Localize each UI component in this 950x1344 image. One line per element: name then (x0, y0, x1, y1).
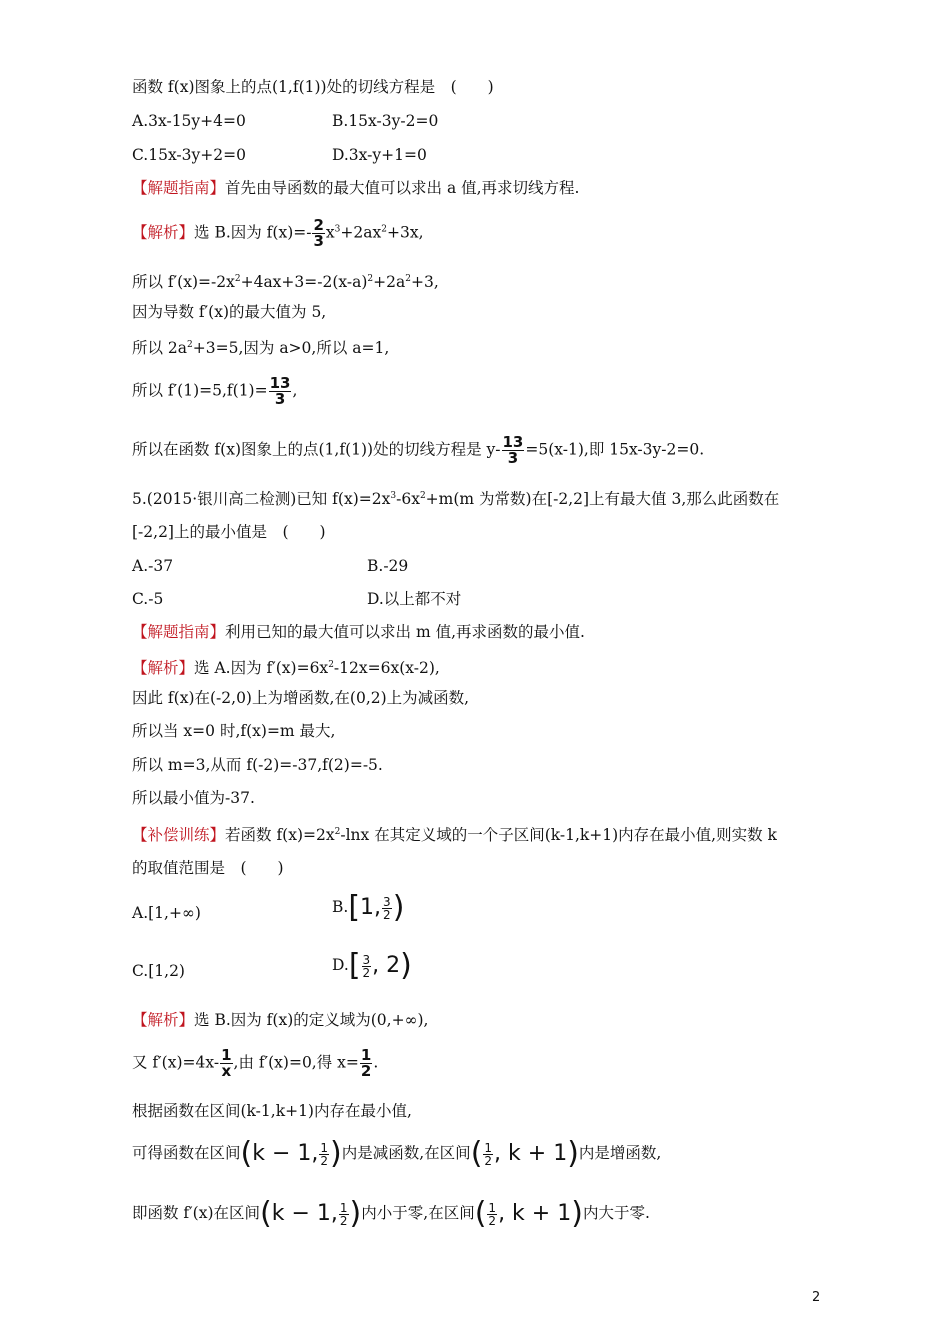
text: 所以 2a (132, 339, 188, 357)
superscript: 2 (381, 224, 387, 235)
text: 所以 f′(1)=5,f(1)= (132, 381, 268, 400)
q5-solution-line-4: 所以 m=3,从而 f(-2)=-37,f(2)=-5. (132, 756, 383, 774)
q4-option-c: C.15x-3y+2=0 (132, 146, 246, 164)
denominator: 2 (488, 1213, 497, 1228)
text: 又 f′(x)=4x- (132, 1053, 220, 1072)
paren: ( (240, 1136, 253, 1171)
paren: ) (330, 1136, 342, 1171)
numerator: 1 (221, 1046, 232, 1064)
extra-solution-line-4 (132, 1136, 662, 1171)
numerator: 1 (488, 1200, 497, 1215)
text: , k + 1 (498, 1201, 572, 1226)
extra-stem-line-2: 的取值范围是 ( ) (132, 859, 284, 877)
text: 内大于零. (582, 1204, 650, 1222)
q4-guide (132, 178, 579, 198)
text: 选 B.因为 f(x)=- (194, 223, 312, 242)
text: +3x, (386, 223, 424, 242)
extra-solution-line-5 (132, 1196, 650, 1231)
text: -lnx 在其定义域的一个子区间(k-1,k+1)内存在最小值,则实数 k (340, 826, 777, 844)
bracket: [ (348, 948, 361, 983)
text: +2ax (340, 223, 382, 242)
solution-tag: 【解析】 (132, 223, 195, 242)
text: 可得函数在区间 (132, 1144, 241, 1162)
q5-option-c: C.-5 (132, 590, 164, 608)
denominator: 2 (339, 1213, 348, 1228)
extra-option-a: A.[1,+∞) (132, 904, 201, 922)
superscript: 2 (405, 274, 411, 284)
text: , (292, 381, 298, 400)
text: +2a (373, 273, 406, 291)
text: 内小于零,在区间 (361, 1204, 475, 1222)
text: 内是增函数, (578, 1144, 662, 1162)
superscript: 3 (390, 491, 397, 501)
extra-solution-line-3: 根据函数在区间(k-1,k+1)内存在最小值, (132, 1102, 412, 1120)
q5-solution-line-2: 因此 f(x)在(-2,0)上为增函数,在(0,2)上为减函数, (132, 689, 470, 707)
paren: ( (470, 1136, 483, 1171)
extra-solution-line-1 (132, 1010, 428, 1030)
text: 所以在函数 f(x)图象上的点(1,f(1))处的切线方程是 y- (132, 440, 501, 459)
denominator: 2 (484, 1153, 493, 1168)
q4-solution-line-1 (132, 218, 424, 249)
q5-solution-line-5: 所以最小值为-37. (132, 789, 255, 807)
paren: ( (474, 1196, 487, 1231)
fraction (269, 376, 292, 407)
q5-solution-line-3: 所以当 x=0 时,f(x)=m 最大, (132, 722, 336, 740)
q4-solution-line-2 (132, 269, 439, 292)
extra-tag: 【补偿训练】 (132, 826, 226, 844)
fraction (319, 1142, 329, 1167)
superscript: 2 (419, 491, 426, 501)
numerator: 1 (484, 1140, 493, 1155)
denominator: 3 (313, 232, 324, 250)
text: =5(x-1),即 15x-3y-2=0. (525, 440, 705, 459)
bracket: ) (392, 890, 405, 925)
fraction (312, 218, 324, 249)
text: +3, (410, 273, 439, 291)
fraction (483, 1142, 493, 1167)
text: 若函数 f(x)=2x (225, 826, 335, 844)
q4-solution-line-3: 因为导数 f′(x)的最大值为 5, (132, 303, 327, 321)
numerator: 1 (320, 1140, 329, 1155)
q5-option-b: B.-29 (367, 557, 409, 575)
numerator: 13 (269, 374, 291, 392)
denominator: 3 (507, 449, 519, 467)
text: 内是减函数,在区间 (341, 1144, 471, 1162)
text: +4ax+3=-2(x-a) (240, 273, 368, 291)
extra-option-c: C.[1,2) (132, 962, 185, 980)
numerator: 1 (360, 1046, 372, 1064)
denominator: 3 (274, 390, 286, 408)
superscript: 2 (187, 340, 193, 350)
q4-option-d: D.3x-y+1=0 (332, 146, 427, 164)
guide-text: 利用已知的最大值可以求出 m 值,再求函数的最小值. (225, 623, 585, 641)
fraction (382, 896, 392, 921)
text: -6x (396, 490, 420, 508)
denominator: 2 (383, 907, 391, 922)
q4-solution-line-5 (132, 376, 297, 407)
fraction (220, 1048, 232, 1079)
numerator: 1 (339, 1200, 348, 1215)
q4-stem: 函数 f(x)图象上的点(1,f(1))处的切线方程是 ( ) (132, 78, 494, 96)
extra-option-d (332, 948, 412, 983)
guide-text: 首先由导函数的最大值可以求出 a 值,再求切线方程. (225, 179, 580, 197)
numerator: 3 (362, 952, 371, 967)
q4-option-a: A.3x-15y+4=0 (132, 112, 246, 130)
paren: ) (571, 1196, 583, 1231)
paren: ( (260, 1196, 272, 1231)
superscript: 2 (367, 274, 374, 284)
text: +m(m 为常数)在[-2,2]上有最大值 3,那么此函数在 (425, 490, 780, 508)
solution-tag: 【解析】 (132, 659, 195, 677)
extra-stem-line-1 (132, 822, 777, 845)
extra-solution-line-2 (132, 1048, 378, 1079)
q5-solution-line-1 (132, 655, 440, 678)
text: 5.(2015·银川高二检测)已知 f(x)=2x (132, 490, 391, 508)
text: 选 A.因为 f′(x)=6x (194, 659, 329, 677)
text: +3=5,因为 a>0,所以 a=1, (192, 339, 390, 357)
paren: ) (349, 1196, 362, 1231)
superscript: 2 (328, 660, 334, 670)
text: ,由 f′(x)=0,得 x= (233, 1053, 359, 1072)
fraction (339, 1202, 349, 1227)
fraction (502, 435, 525, 466)
fraction (487, 1202, 497, 1227)
fraction (360, 1048, 372, 1079)
text: . (373, 1053, 379, 1072)
text: D. (332, 956, 349, 974)
q5-option-d: D.以上都不对 (367, 590, 462, 608)
text: B. (332, 898, 349, 916)
bracket: ) (400, 948, 412, 983)
guide-tag: 【解题指南】 (132, 623, 226, 641)
text: x (325, 223, 335, 242)
bracket: [ (348, 890, 361, 925)
q5-stem-line-1 (132, 486, 779, 509)
superscript: 2 (334, 827, 341, 837)
denominator: x (221, 1062, 232, 1080)
denominator: 2 (360, 1062, 372, 1080)
numerator: 3 (383, 894, 391, 909)
numerator: 2 (313, 216, 324, 234)
text: , k + 1 (494, 1141, 568, 1166)
text: 选 B.因为 f(x)的定义域为(0,+∞), (194, 1011, 429, 1029)
text: k − 1, (271, 1201, 338, 1226)
q5-stem-line-2: [-2,2]上的最小值是 ( ) (132, 523, 326, 541)
extra-option-b (332, 890, 405, 925)
text: 1, (360, 895, 382, 920)
text: , 2 (372, 953, 401, 978)
superscript: 3 (334, 224, 341, 235)
q5-guide (132, 622, 585, 642)
text: k − 1, (252, 1141, 319, 1166)
denominator: 2 (362, 965, 371, 980)
text: 所以 f′(x)=-2x (132, 273, 235, 291)
text: 即函数 f′(x)在区间 (132, 1204, 261, 1222)
page-number: 2 (812, 1290, 821, 1305)
q5-option-a: A.-37 (132, 557, 174, 575)
q4-solution-line-4 (132, 335, 389, 358)
q4-solution-line-6 (132, 435, 704, 466)
solution-tag: 【解析】 (132, 1011, 195, 1029)
text: -12x=6x(x-2), (333, 659, 440, 677)
superscript: 2 (234, 274, 241, 284)
fraction (362, 954, 372, 979)
denominator: 2 (320, 1153, 329, 1168)
guide-tag: 【解题指南】 (132, 179, 226, 197)
numerator: 13 (502, 433, 524, 451)
q4-option-b: B.15x-3y-2=0 (332, 112, 439, 130)
paren: ) (567, 1136, 579, 1171)
